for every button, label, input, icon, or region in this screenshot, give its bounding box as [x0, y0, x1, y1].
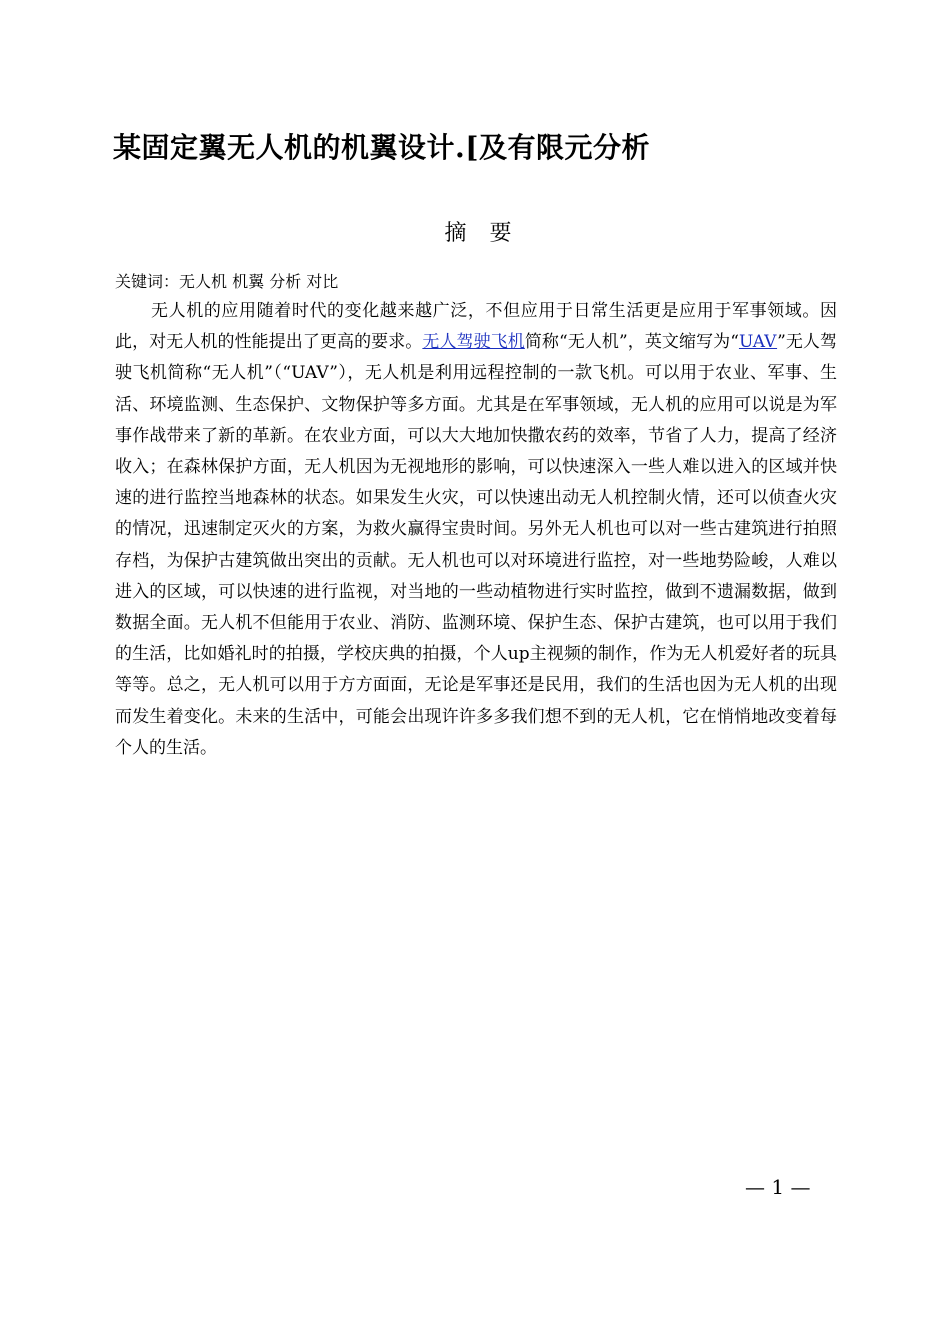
keywords-line: [115, 269, 338, 292]
abstract-text-part-3: ”无人驾驶飞机简称“无人机”（“UAV”），无人机是利用远程控制的一款飞机。可以用于农业、军事、生活、环境监测、生态保护、文物保护等多方面。尤其是在军事领域，无人机的应用可以说是为军事作战带来了新的革新。在农业方面，可以大大地加快撒农药的效率，节省了人力，提高了经济收入；在森林保护方面，无人机因为无视地形的影响，可以快速深入一些人难以进入的区域并快速的进行监控当地森林的状态。如果发生火灾，可以快速出动无人机控制火情，还可以侦查火灾的情况，迅速制定灭火的方案，为救火赢得宝贵时间。另外无人机也可以对一些古建筑进行拍照存档，为保护古建筑做出突出的贡献。无人机也可以对环境进行监控，对一些地势险峻，人难以进入的区域，可以快速的进行监视，对当地的一些动植物进行实时监控，做到不遗漏数据，做到数据全面。无人机不但能用于农业、消防、监测环境、保护生态、保护古建筑，也可以用于我们的生活，比如婚礼时的拍摄，学校庆典的拍摄，个人up主视频的制作，作为无人机爱好者的玩具等等。总之，无人机可以用于方方面面，无论是军事还是民用，我们的生活也因为无人机的出现而发生着变化。未来的生活中，可能会出现许许多多我们想不到的无人机，它在悄悄地改变着每个人的生活。: [115, 332, 837, 758]
abstract-text-part-1: 无人机的应用随着时代的变化越来越广泛，不但应用于日常生活更是应用于军事领域。因此，对无人机的性能提出了更高的要求。: [115, 301, 837, 353]
keywords-label: 关键词：: [115, 272, 180, 291]
link-uav[interactable]: UAV: [738, 332, 778, 353]
page-title: 某固定翼无人机的机翼设计.[及有限元分析: [113, 131, 650, 164]
abstract-body: [115, 296, 837, 764]
abstract-text-part-2: 简称“无人机”，英文缩写为“: [524, 332, 739, 353]
abstract-heading: 摘 要: [444, 221, 520, 246]
page-number: — 1 —: [745, 1175, 811, 1199]
link-unmanned-aircraft[interactable]: 无人驾驶飞机: [422, 332, 525, 353]
keywords-list: 无人机 机翼 分析 对比: [179, 272, 339, 291]
